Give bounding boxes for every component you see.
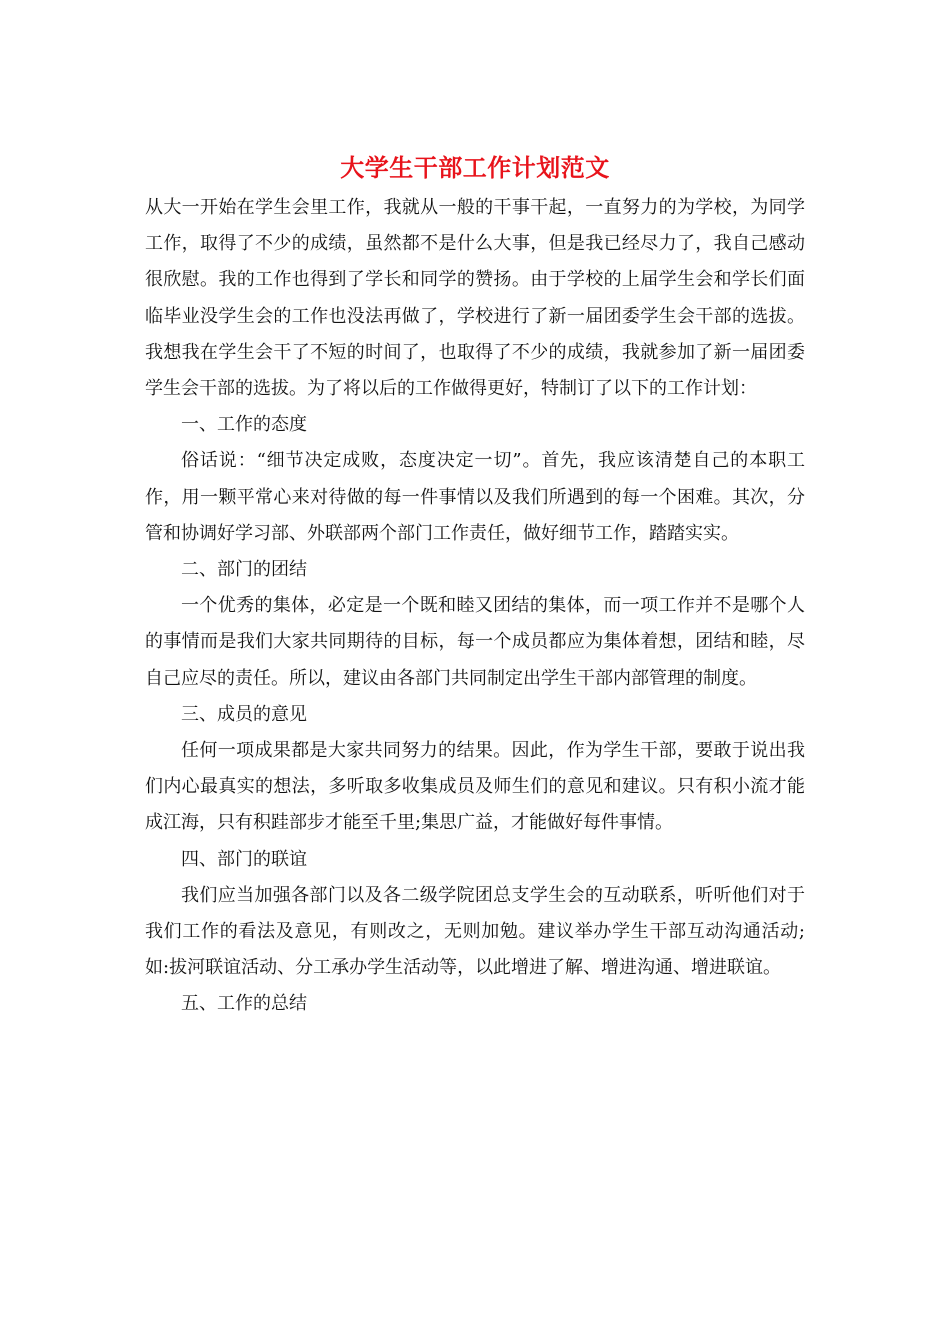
- document-body: [145, 190, 805, 1023]
- section-text-unity: 一个优秀的集体，必定是一个既和睦又团结的集体，而一项工作并不是哪个人的事情而是我们大家共同期待的目标，每一个成员都应为集体着想，团结和睦，尽自己应尽的责任。所以，建议由各部门共同制定出学生干部内部管理的制度。: [145, 595, 805, 689]
- section-heading-liaison: 四、部门的联谊: [181, 848, 307, 870]
- intro-paragraph: 从大一开始在学生会里工作，我就从一般的干事干起，一直努力的为学校，为同学工作，取得了不少的成绩，虽然都不是什么大事，但是我已经尽力了，我自己感动很欣慰。我的工作也得到了学长和同学的赞扬。由于学校的上届学生会和学长们面临毕业没学生会的工作也没法再做了，学校进行了新一届团委学生会干部的选拔。我想我在学生会干了不短的时间了，也取得了不少的成绩，我就参加了新一届团委学生会干部的选拔。为了将以后的工作做得更好，特制订了以下的工作计划：: [145, 197, 805, 400]
- document-title: 大学生干部工作计划范文: [340, 153, 610, 182]
- section-heading-attitude: 一、工作的态度: [181, 414, 307, 436]
- section-text-liaison: 我们应当加强各部门以及各二级学院团总支学生会的互动联系，听听他们对于我们工作的看法及意见，有则改之，无则加勉。建议举办学生干部互动沟通活动;如:拔河联谊活动、分工承办学生活动等，以此增进了解、增进沟通、增进联谊。: [145, 884, 805, 979]
- section-heading-summary: 五、工作的总结: [181, 993, 307, 1015]
- section-heading-opinions: 三、成员的意见: [181, 703, 307, 725]
- section-text-opinions: 任何一项成果都是大家共同努力的结果。因此，作为学生干部，要敢于说出我们内心最真实的想法，多听取多收集成员及师生们的意见和建议。只有积小流才能成江海，只有积跬部步才能至千里;集思广益，才能做好每件事情。: [145, 740, 805, 834]
- section-text-attitude: 俗话说：“细节决定成败，态度决定一切”。首先，我应该清楚自己的本职工作，用一颗平常心来对待做的每一件事情以及我们所遇到的每一个困难。其次，分管和协调好学习部、外联部两个部门工作责任，做好细节工作，踏踏实实。: [145, 450, 805, 544]
- section-heading-unity: 二、部门的团结: [181, 559, 307, 581]
